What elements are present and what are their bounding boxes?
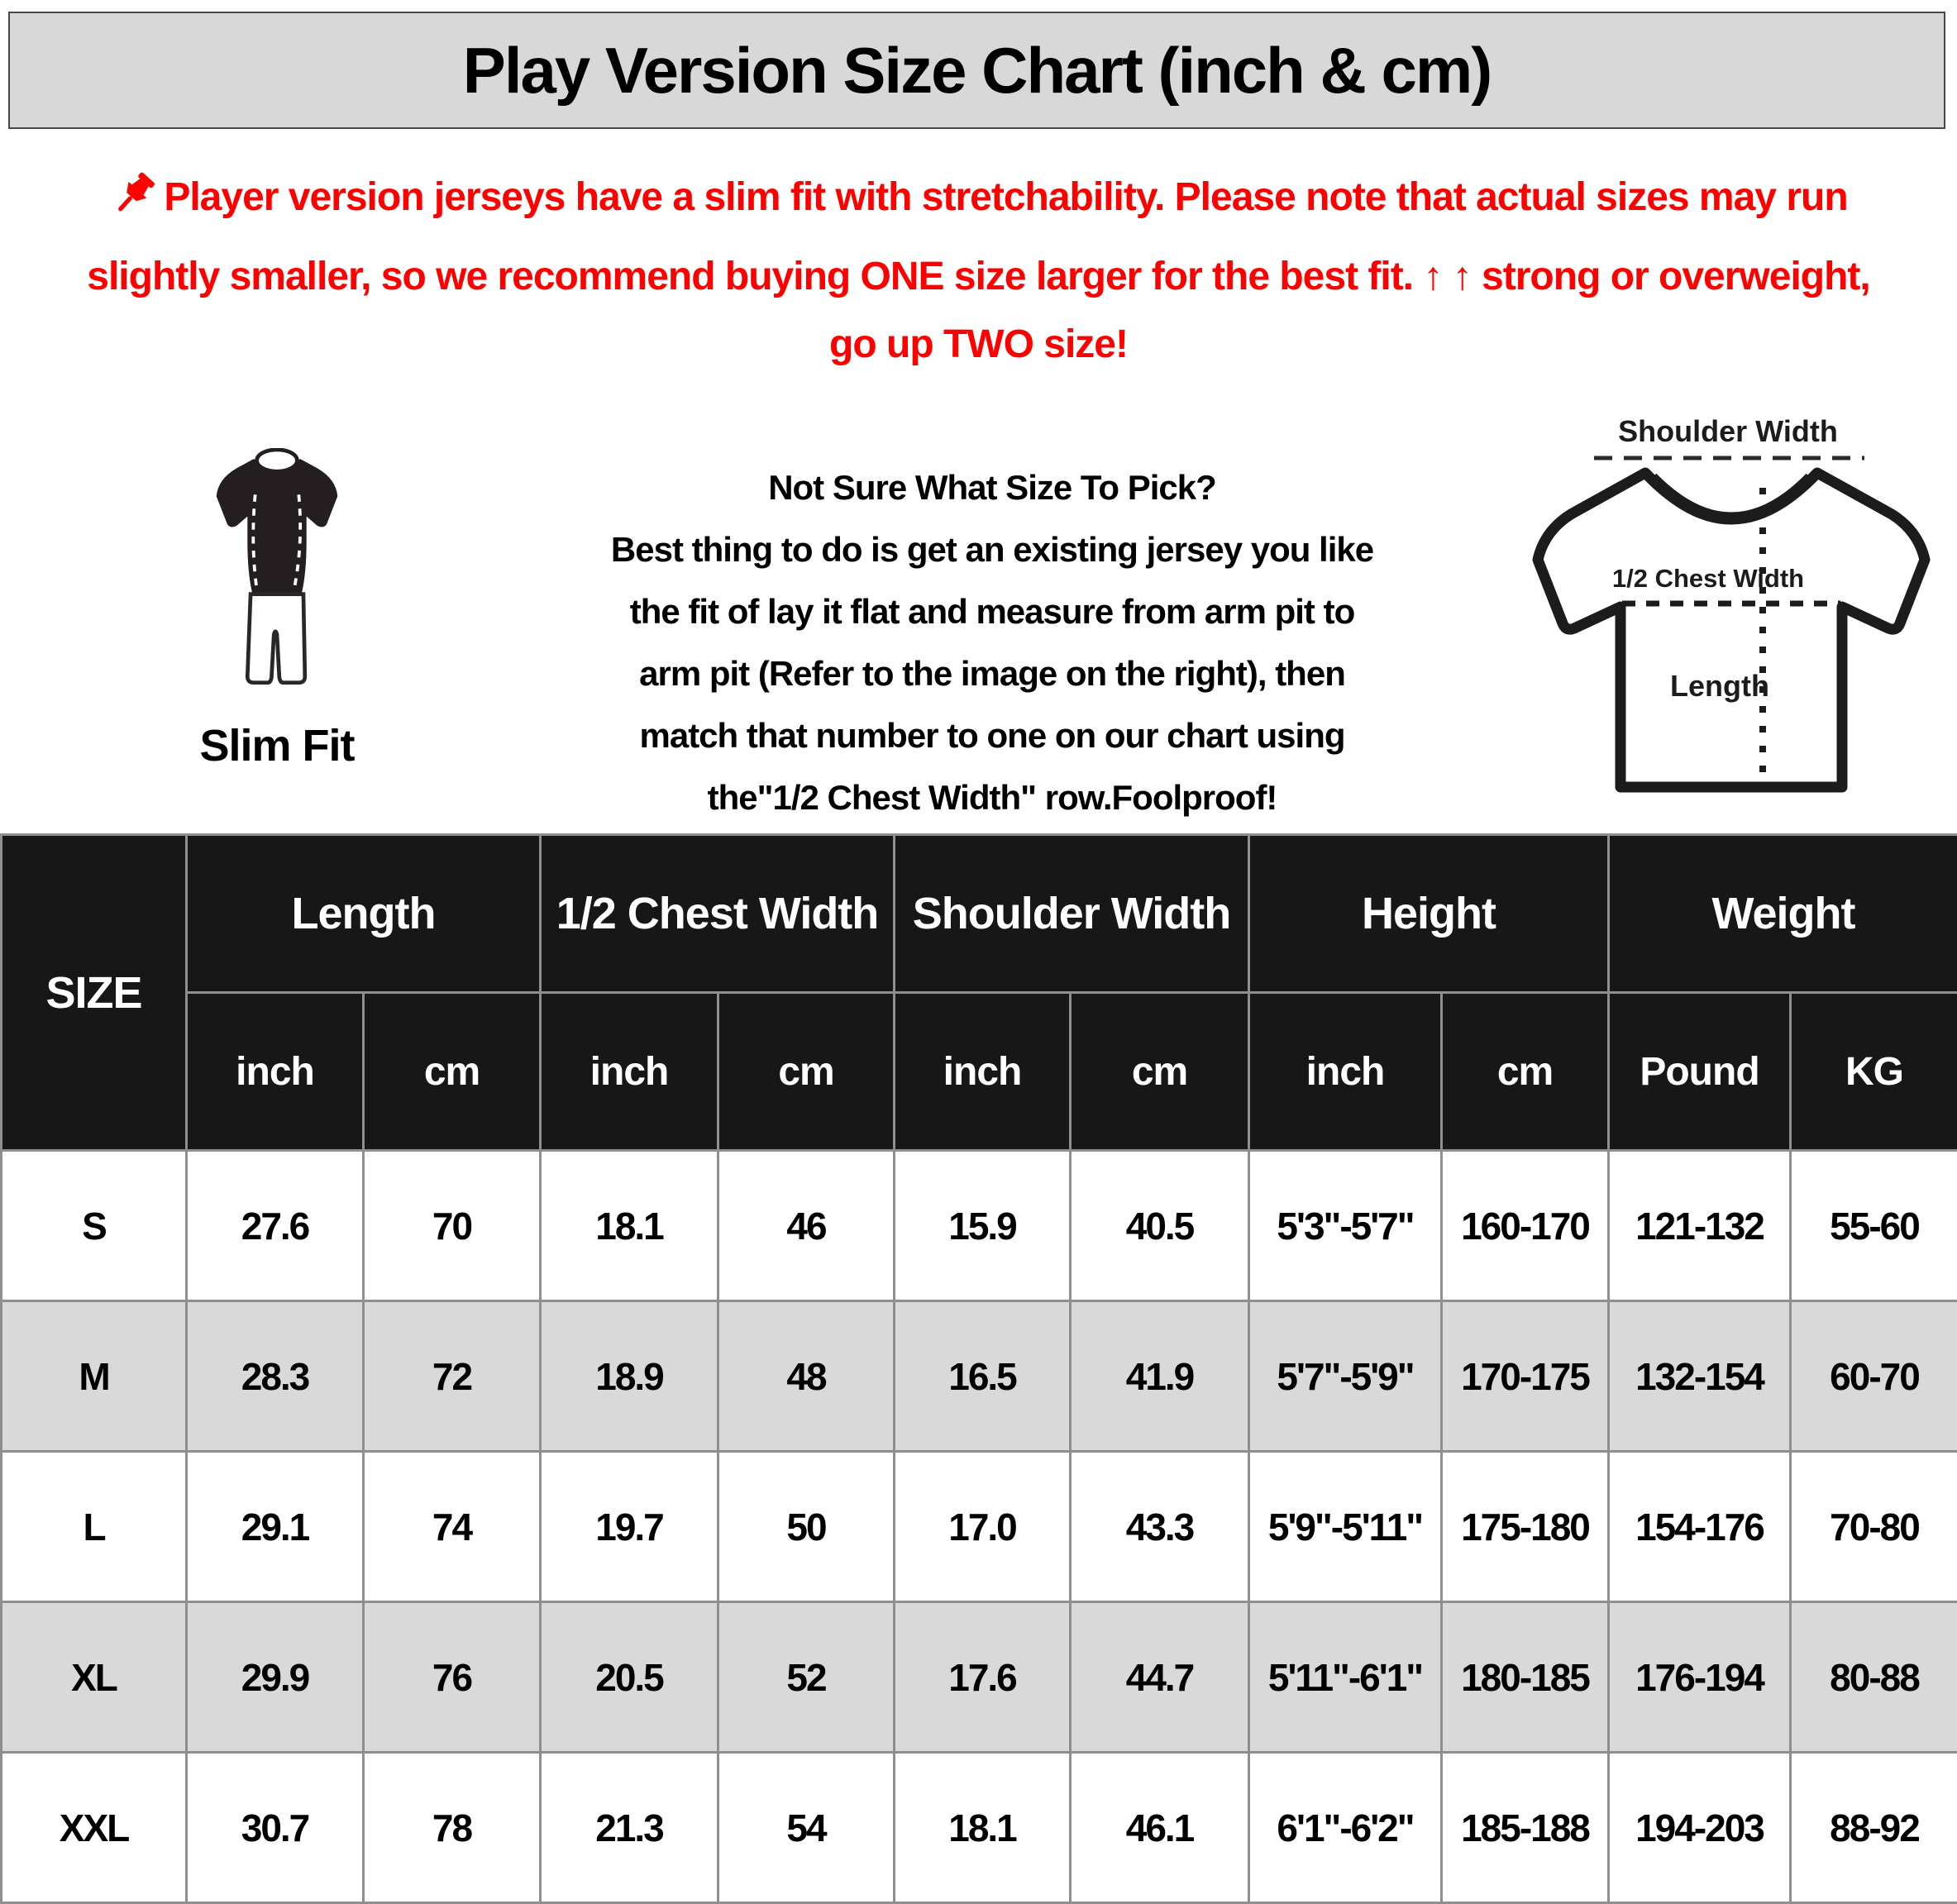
notice-text-1: Player version jerseys have a slim fit with stretchability. Please note that actual sizes may run — [164, 175, 1847, 219]
slim-fit-label: Slim Fit — [132, 720, 422, 771]
size-cell: M — [2, 1301, 187, 1452]
data-cell: 88-92 — [1791, 1753, 1957, 1903]
data-cell: 15.9 — [895, 1151, 1071, 1301]
data-cell: 160-170 — [1442, 1151, 1609, 1301]
unit-header: cm — [1442, 993, 1609, 1151]
table-row-xxl — [2, 1753, 1957, 1903]
data-cell: 175-180 — [1442, 1452, 1609, 1602]
data-cell: 176-194 — [1609, 1602, 1791, 1753]
page-title: Play Version Size Chart (inch & cm) — [463, 33, 1491, 108]
data-cell: 74 — [364, 1452, 541, 1602]
unit-header: cm — [364, 993, 541, 1151]
data-cell: 5'9"-5'11" — [1249, 1452, 1442, 1602]
data-cell: 5'11"-6'1" — [1249, 1602, 1442, 1753]
data-cell: 40.5 — [1071, 1151, 1249, 1301]
title-bar — [8, 12, 1945, 129]
measurement-diagram — [1521, 405, 1951, 818]
data-cell: 72 — [364, 1301, 541, 1452]
instruction-line: the"1/2 Chest Width" row.Foolproof! — [521, 766, 1463, 828]
column-header-shoulder-width: Shoulder Width — [895, 835, 1249, 993]
notice-line-1 — [12, 164, 1945, 243]
data-cell: 27.6 — [187, 1151, 364, 1301]
data-cell: 154-176 — [1609, 1452, 1791, 1602]
data-cell: 185-188 — [1442, 1753, 1609, 1903]
data-cell: 29.1 — [187, 1452, 364, 1602]
table-row-l — [2, 1452, 1957, 1602]
data-cell: 44.7 — [1071, 1602, 1249, 1753]
instruction-line: arm pit (Refer to the image on the right), then — [521, 642, 1463, 704]
diagram-chest-width-label: 1/2 Chest Width — [1612, 564, 1804, 593]
pushpin-icon — [109, 170, 160, 243]
data-cell: 29.9 — [187, 1602, 364, 1753]
data-cell: 30.7 — [187, 1753, 364, 1903]
data-cell: 50 — [718, 1452, 895, 1602]
data-cell: 180-185 — [1442, 1602, 1609, 1753]
data-cell: 54 — [718, 1753, 895, 1903]
data-cell: 70 — [364, 1151, 541, 1301]
data-cell: 17.6 — [895, 1602, 1071, 1753]
data-cell: 48 — [718, 1301, 895, 1452]
data-cell: 5'3"-5'7" — [1249, 1151, 1442, 1301]
data-cell: 6'1"-6'2" — [1249, 1753, 1442, 1903]
column-header-length: Length — [187, 835, 541, 993]
size-instructions — [521, 456, 1463, 828]
data-cell: 20.5 — [541, 1602, 718, 1753]
unit-header: inch — [1249, 993, 1442, 1151]
data-cell: 28.3 — [187, 1301, 364, 1452]
data-cell: 121-132 — [1609, 1151, 1791, 1301]
instruction-line: Not Sure What Size To Pick? — [521, 456, 1463, 518]
data-cell: 21.3 — [541, 1753, 718, 1903]
unit-header: cm — [718, 993, 895, 1151]
column-header-height: Height — [1249, 835, 1609, 993]
table-row-xl — [2, 1602, 1957, 1753]
table-row-s — [2, 1151, 1957, 1301]
size-cell: XXL — [2, 1753, 187, 1903]
size-cell: XL — [2, 1602, 187, 1753]
notice-line-3: go up TWO size! — [12, 311, 1945, 379]
data-cell: 17.0 — [895, 1452, 1071, 1602]
data-cell: 55-60 — [1791, 1151, 1957, 1301]
data-cell: 46 — [718, 1151, 895, 1301]
size-cell: S — [2, 1151, 187, 1301]
data-cell: 78 — [364, 1753, 541, 1903]
unit-header: inch — [187, 993, 364, 1151]
notice-line-2: slightly smaller, so we recommend buying ONE size larger for the best fit. ↑ ↑ strong or overweight, — [12, 243, 1945, 311]
data-cell: 170-175 — [1442, 1301, 1609, 1452]
data-cell: 60-70 — [1791, 1301, 1957, 1452]
unit-header: cm — [1071, 993, 1249, 1151]
data-cell: 41.9 — [1071, 1301, 1249, 1452]
data-cell: 76 — [364, 1602, 541, 1753]
column-header-chest-width: 1/2 Chest Width — [541, 835, 895, 993]
instruction-line: Best thing to do is get an existing jersey you like — [521, 518, 1463, 580]
unit-header: KG — [1791, 993, 1957, 1151]
column-header-size: SIZE — [2, 835, 187, 1151]
data-cell: 18.9 — [541, 1301, 718, 1452]
unit-header: Pound — [1609, 993, 1791, 1151]
data-cell: 132-154 — [1609, 1301, 1791, 1452]
table-row-m — [2, 1301, 1957, 1452]
data-cell: 18.1 — [541, 1151, 718, 1301]
column-header-weight: Weight — [1609, 835, 1957, 993]
data-cell: 5'7"-5'9" — [1249, 1301, 1442, 1452]
diagram-shoulder-width-label: Shoulder Width — [1618, 414, 1838, 448]
data-cell: 194-203 — [1609, 1753, 1791, 1903]
data-cell: 70-80 — [1791, 1452, 1957, 1602]
size-chart-table — [0, 833, 1957, 1904]
unit-header: inch — [895, 993, 1071, 1151]
unit-header: inch — [541, 993, 718, 1151]
data-cell: 80-88 — [1791, 1602, 1957, 1753]
fit-notice — [12, 164, 1945, 379]
data-cell: 46.1 — [1071, 1753, 1249, 1903]
data-cell: 16.5 — [895, 1301, 1071, 1452]
data-cell: 18.1 — [895, 1753, 1071, 1903]
data-cell: 52 — [718, 1602, 895, 1753]
data-cell: 19.7 — [541, 1452, 718, 1602]
diagram-length-label: Length — [1670, 669, 1769, 703]
instruction-line: match that number to one on our chart using — [521, 704, 1463, 766]
data-cell: 43.3 — [1071, 1452, 1249, 1602]
slim-fit-icon — [203, 694, 351, 708]
instruction-line: the fit of lay it flat and measure from arm pit to — [521, 580, 1463, 642]
size-cell: L — [2, 1452, 187, 1602]
slim-fit-figure — [132, 448, 422, 771]
